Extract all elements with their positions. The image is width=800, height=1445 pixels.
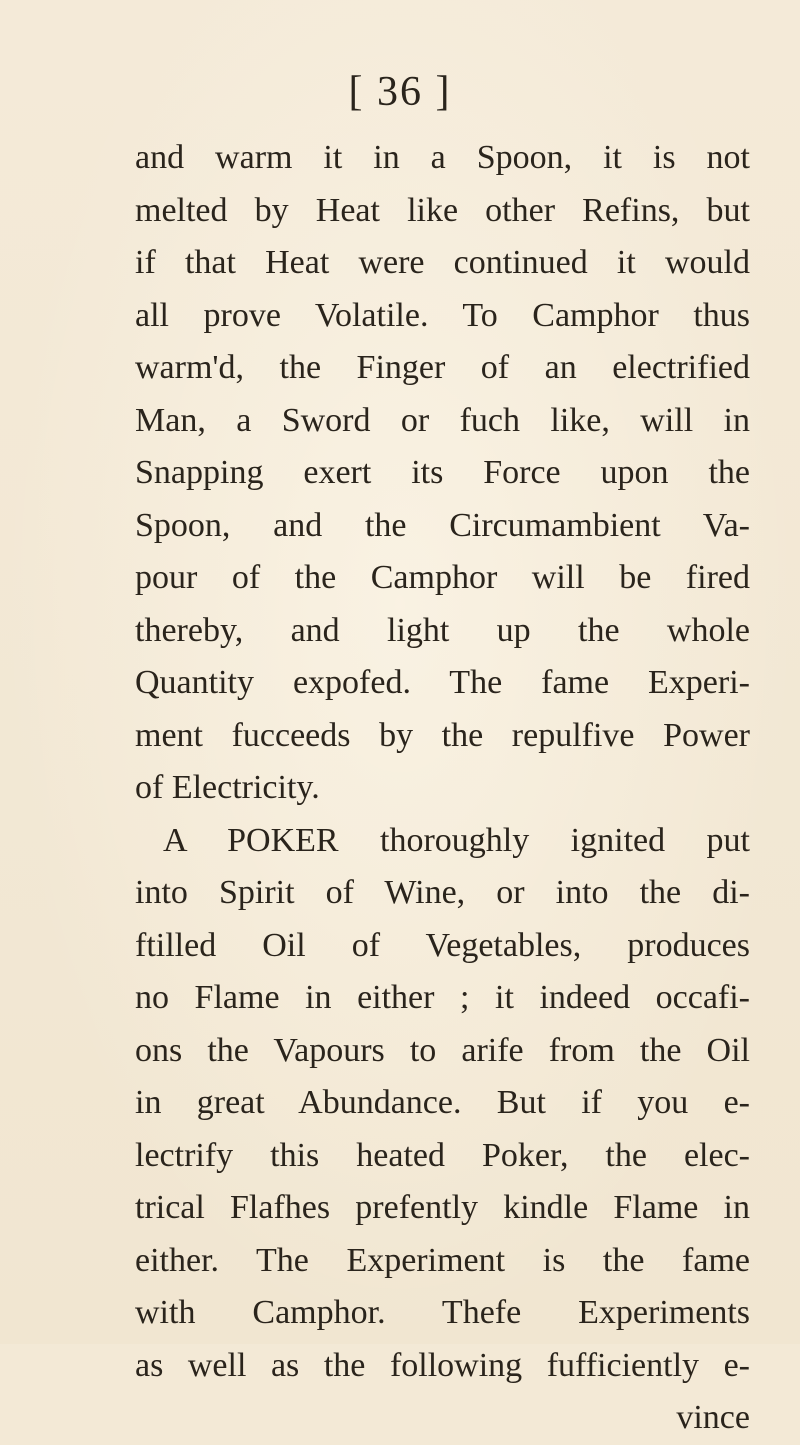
text-line: all prove Volatile. To Camphor thus — [135, 296, 750, 334]
text-line: thereby, and light up the whole — [135, 611, 750, 649]
text-line: ment fucceeds by the repulfive Power — [135, 716, 750, 754]
text-line: as well as the following fufficiently e- — [135, 1346, 750, 1384]
text-line: if that Heat were continued it would — [135, 244, 750, 281]
text-line: pour of the Camphor will be fired — [135, 559, 750, 596]
text-line: lectrify this heated Poker, the elec- — [135, 1136, 750, 1174]
text-line: ons the Vapours to arife from the Oil — [135, 1031, 750, 1069]
text-line: trical Flafhes prefently kindle Flame in — [135, 1189, 750, 1226]
catchword: vince — [676, 1399, 750, 1436]
text-line: Spoon, and the Circumambient Va- — [135, 506, 750, 544]
text-line: ftilled Oil of Vegetables, produces — [135, 926, 750, 964]
text-line: Snapping exert its Force upon the — [135, 454, 750, 491]
text-line: into Spirit of Wine, or into the di- — [135, 874, 750, 911]
text-line: in great Abundance. But if you e- — [135, 1084, 750, 1121]
body-text — [135, 132, 750, 1445]
text-line: Man, a Sword or fuch like, will in — [135, 401, 750, 439]
text-line-paragraph-start: A POKER thoroughly ignited put — [163, 821, 750, 859]
text-line: no Flame in either ; it indeed occafi- — [135, 979, 750, 1016]
text-line: with Camphor. Thefe Experiments — [135, 1294, 750, 1331]
text-line: warm'd, the Finger of an electrified — [135, 349, 750, 386]
text-line: either. The Experiment is the fame — [135, 1241, 750, 1279]
text-line: and warm it in a Spoon, it is not — [135, 139, 750, 176]
text-line-paragraph-end: of Electricity. — [135, 769, 320, 806]
text-line: Quantity expofed. The fame Experi- — [135, 664, 750, 701]
page-number: [ 36 ] — [348, 69, 452, 115]
text-line: melted by Heat like other Refins, but — [135, 191, 750, 229]
